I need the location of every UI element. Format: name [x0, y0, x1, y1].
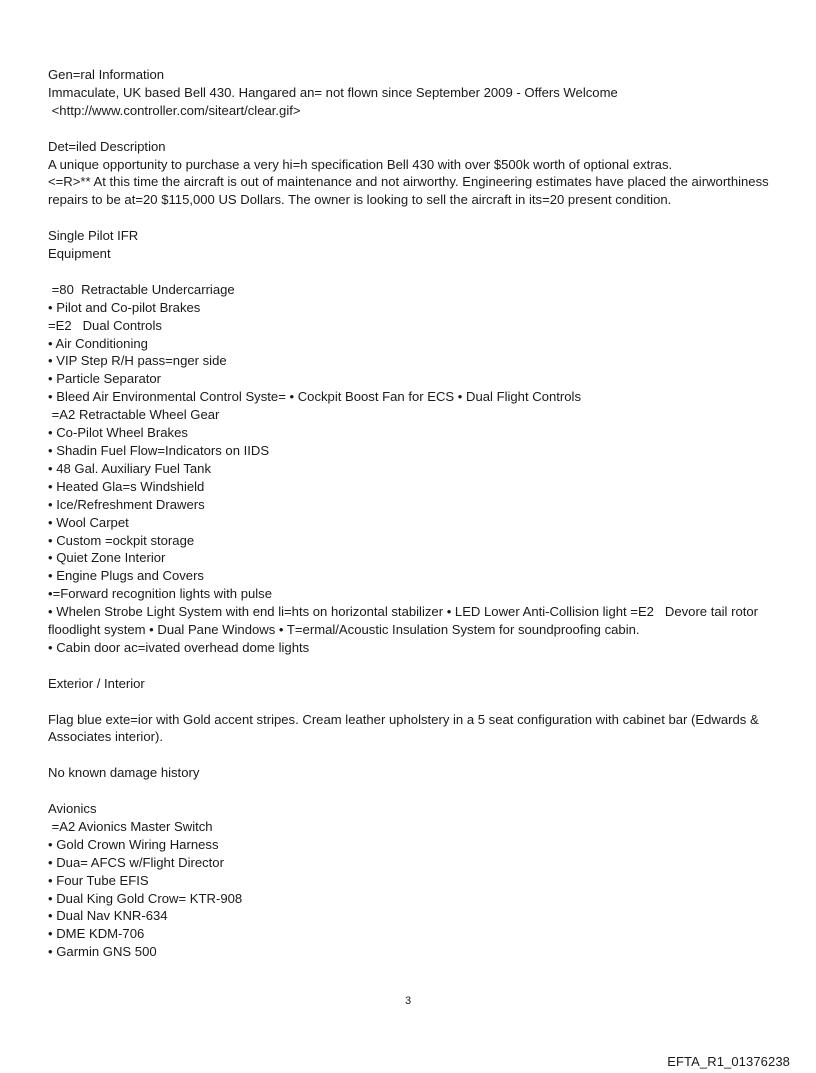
spacer — [48, 782, 788, 800]
list-item: • Air Conditioning — [48, 335, 148, 351]
list-item: • Ice/Refreshment Drawers — [48, 496, 205, 512]
avionics-heading: Avionics — [48, 801, 97, 817]
list-item: • Gold Crown Wiring Harness — [48, 836, 219, 852]
equipment-heading: Equipment — [48, 246, 111, 262]
list-item: =80 Retractable Undercarriage — [48, 281, 235, 297]
list-item: • Dual King Gold Crow= KTR-908 — [48, 890, 243, 906]
exterior-heading: Exterior / Interior — [48, 675, 145, 691]
list-item: • Quiet Zone Interior — [48, 550, 166, 566]
list-item: =A2 Retractable Wheel Gear — [48, 407, 220, 423]
list-item: • 48 Gal. Auxiliary Fuel Tank — [48, 460, 211, 476]
spacer — [48, 263, 788, 281]
list-item: • Shadin Fuel Flow=Indicators on IIDS — [48, 442, 270, 458]
image-link-text: <http://www.controller.com/siteart/clear.gif> — [48, 102, 301, 118]
list-item: • Dual Nav KNR-634 — [48, 908, 168, 924]
list-item: • DME KDM-706 — [48, 926, 145, 942]
general-heading: Gen=ral Information — [48, 67, 165, 82]
document-id: EFTA_R1_01376238 — [667, 1054, 790, 1069]
spacer — [48, 746, 788, 764]
list-item: • Co-Pilot Wheel Brakes — [48, 425, 188, 441]
list-item: • Heated Gla=s Windshield — [48, 478, 205, 494]
general-line: Immaculate, UK based Bell 430. Hangared an= not flown since September 2009 - Offers Welcome — [48, 84, 618, 100]
damage-history: No known damage history — [48, 765, 200, 781]
list-item: • Custom =ockpit storage — [48, 532, 195, 548]
spacer — [48, 120, 788, 138]
list-item: • Engine Plugs and Covers — [48, 568, 204, 584]
document-body — [48, 66, 788, 961]
list-item: •=Forward recognition lights with pulse — [48, 586, 273, 602]
equipment-list — [48, 281, 788, 657]
page-number: 3 — [404, 995, 412, 1007]
spacer — [48, 209, 788, 227]
pilot-line: Single Pilot IFR — [48, 228, 139, 244]
list-item: • Bleed Air Environmental Control Syste= • Cockpit Boost Fan for ECS • Dual Flight Controls — [48, 389, 582, 405]
list-item: • Particle Separator — [48, 371, 162, 387]
detailed-heading: Det=iled Description — [48, 138, 166, 154]
list-item: • VIP Step R/H pass=nger side — [48, 353, 227, 369]
exterior-paragraph: Flag blue exte=ior with Gold accent stripes. Cream leather upholstery in a 5 seat configuration with cabinet bar (Edwards & Associates interior). — [48, 711, 762, 745]
list-item: =A2 Avionics Master Switch — [48, 818, 213, 834]
list-item: =E2 Dual Controls — [48, 317, 162, 333]
spacer — [48, 657, 788, 675]
detailed-paragraph: A unique opportunity to purchase a very hi=h specification Bell 430 with over $500k worth of optional extras. <=R>** At this time the aircraft is out of maintenance and not airworthy. Engineering estimates have placed the airworthiness repairs to be at=20 $115,000 US Dollars. The owner is looking to sell the aircraft in its=20 present condition. — [48, 156, 769, 208]
spacer — [48, 693, 788, 711]
list-item: • Dua= AFCS w/Flight Director — [48, 854, 224, 870]
list-item: • Garmin GNS 500 — [48, 944, 157, 960]
list-item: • Wool Carpet — [48, 514, 129, 530]
avionics-list — [48, 818, 788, 961]
list-item: • Whelen Strobe Light System with end li=hts on horizontal stabilizer • LED Lower Anti-Collision light =E2 Devore tail rotor floodlight system • Dual Pane Windows • T=ermal/Acoustic Insulation System for soundproofing cabin. — [48, 604, 762, 638]
list-item: • Pilot and Co-pilot Brakes — [48, 299, 201, 315]
list-item: • Four Tube EFIS — [48, 872, 149, 888]
list-item: • Cabin door ac=ivated overhead dome lights — [48, 639, 310, 655]
